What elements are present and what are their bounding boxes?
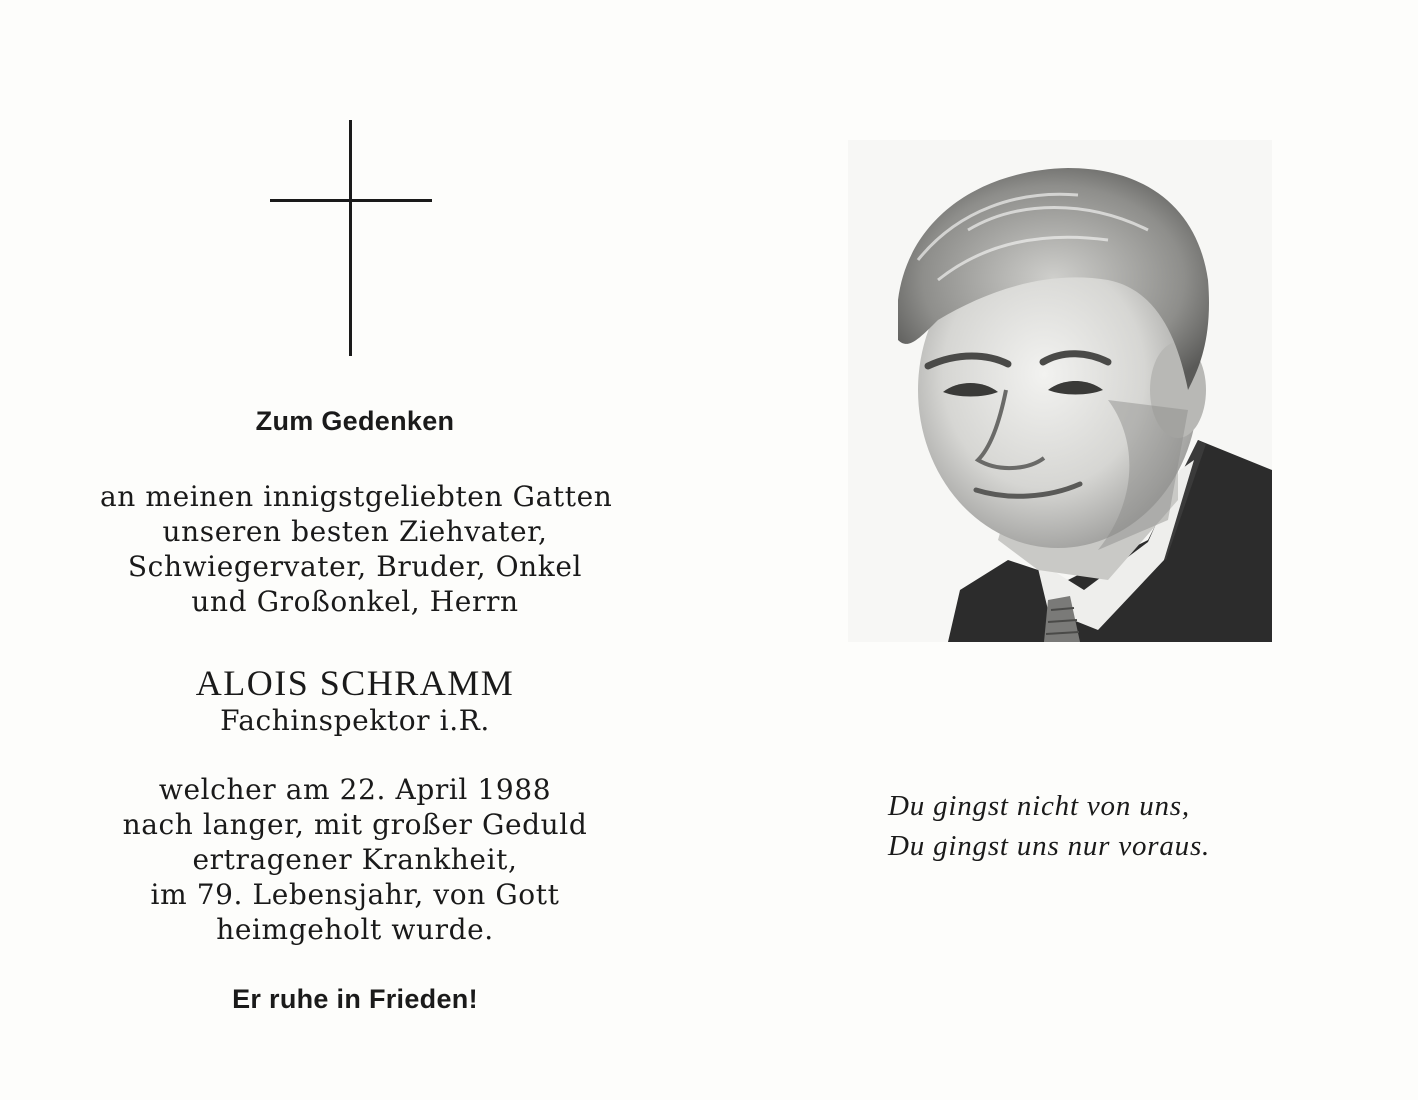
cross-horizontal-bar — [270, 199, 432, 202]
closing-blessing: Er ruhe in Frieden! — [232, 984, 478, 1014]
dedication-line: unseren besten Ziehvater, — [162, 515, 548, 548]
details-line: heimgeholt wurde. — [216, 913, 494, 946]
cross-vertical-bar — [349, 120, 352, 356]
dedication-line: an meinen innigstgeliebten Gatten — [100, 480, 613, 513]
quote-line: Du gingst uns nur voraus. — [888, 830, 1211, 862]
dedication-line: Schwiegervater, Bruder, Onkel — [127, 550, 583, 583]
deceased-title: Fachinspektor i.R. — [220, 704, 490, 737]
portrait-photo — [848, 140, 1272, 642]
memorial-quote — [888, 786, 1308, 866]
quote-line: Du gingst nicht von uns, — [888, 790, 1190, 822]
death-details — [100, 772, 610, 947]
dedication-text — [100, 479, 613, 619]
details-line: welcher am 22. April 1988 — [158, 773, 552, 806]
details-line: im 79. Lebensjahr, von Gott — [150, 878, 560, 911]
text-panel — [100, 0, 613, 1100]
cross-icon — [270, 120, 432, 356]
dedication-line: und Großonkel, Herrn — [191, 585, 519, 618]
deceased-name: ALOIS SCHRAMM — [195, 663, 515, 703]
details-line: nach langer, mit großer Geduld — [122, 808, 588, 841]
details-line: ertragener Krankheit, — [192, 843, 518, 876]
memorial-heading: Zum Gedenken — [255, 406, 455, 436]
